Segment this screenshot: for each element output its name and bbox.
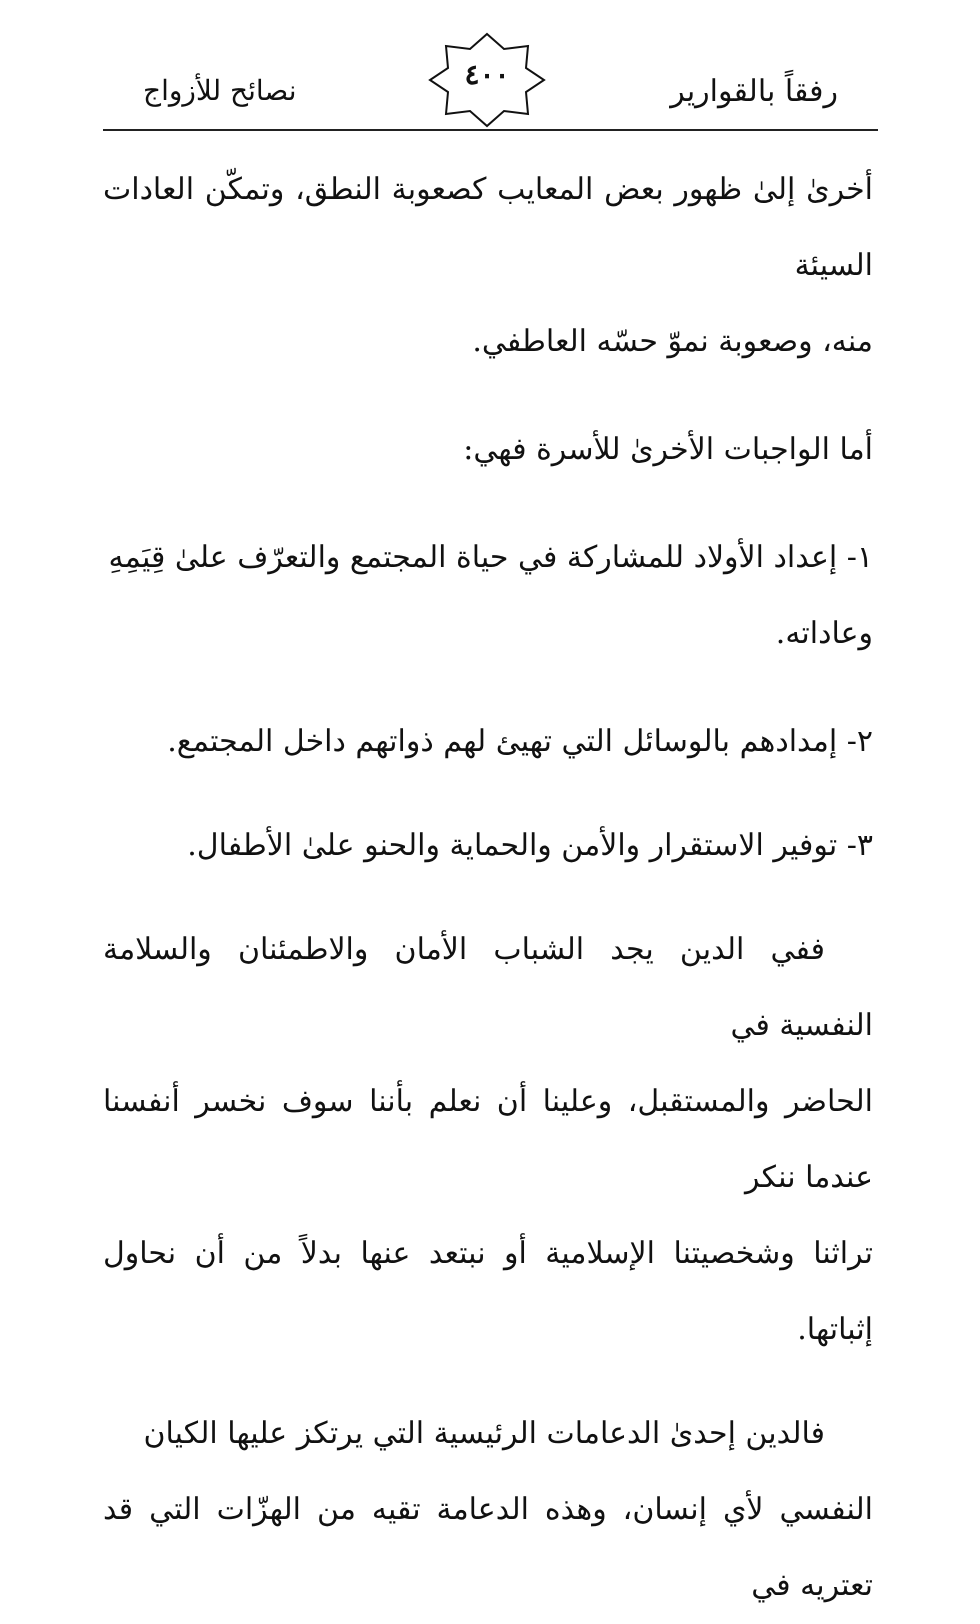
page-body — [103, 152, 873, 1624]
paragraph-4 — [103, 1396, 873, 1624]
text-line: ١- إعداد الأولاد للمشاركة في حياة المجتمع والتعرّف علىٰ قِيَمِهِ — [108, 540, 873, 575]
page-number: ٤٠٠ — [464, 58, 510, 91]
chapter-title: نصائح للأزواج — [143, 74, 297, 107]
text-line: فالدين إحدىٰ الدعامات الرئيسية التي يرتكز عليها الكيان — [143, 1416, 825, 1451]
book-title: رفقاً بالقوارير — [670, 74, 838, 109]
paragraph-3 — [103, 912, 873, 1368]
paragraph-1 — [103, 152, 873, 380]
paragraph-2: أما الواجبات الأخرىٰ للأسرة فهي: — [463, 432, 873, 467]
page-number-badge — [428, 32, 546, 128]
text-line: تراثنا وشخصيتنا الإسلامية أو نبتعد عنها بدلاً من أن نحاول إثباتها. — [103, 1236, 873, 1347]
list-item-1 — [103, 520, 873, 672]
text-line: وعاداته. — [775, 616, 873, 651]
text-line: منه، وصعوبة نموّ حسّه العاطفي. — [472, 324, 873, 359]
text-line: الحاضر والمستقبل، وعلينا أن نعلم بأننا سوف نخسر أنفسنا عندما ننكر — [103, 1084, 873, 1195]
list-item-2: ٢- إمدادهم بالوسائل التي تهيئ لهم ذواتهم داخل المجتمع. — [167, 724, 873, 759]
header-divider — [103, 129, 878, 131]
text-line: ففي الدين يجد الشباب الأمان والاطمئنان والسلامة النفسية في — [103, 932, 873, 1043]
page-header — [103, 30, 878, 130]
text-line: النفسي لأي إنسان، وهذه الدعامة تقيه من الهزّات التي قد تعتريه في — [103, 1492, 873, 1603]
list-item-3: ٣- توفير الاستقرار والأمن والحماية والحنو علىٰ الأطفال. — [187, 828, 873, 863]
text-line: أخرىٰ إلىٰ ظهور بعض المعايب كصعوبة النطق، وتمكّن العادات السيئة — [103, 172, 873, 283]
